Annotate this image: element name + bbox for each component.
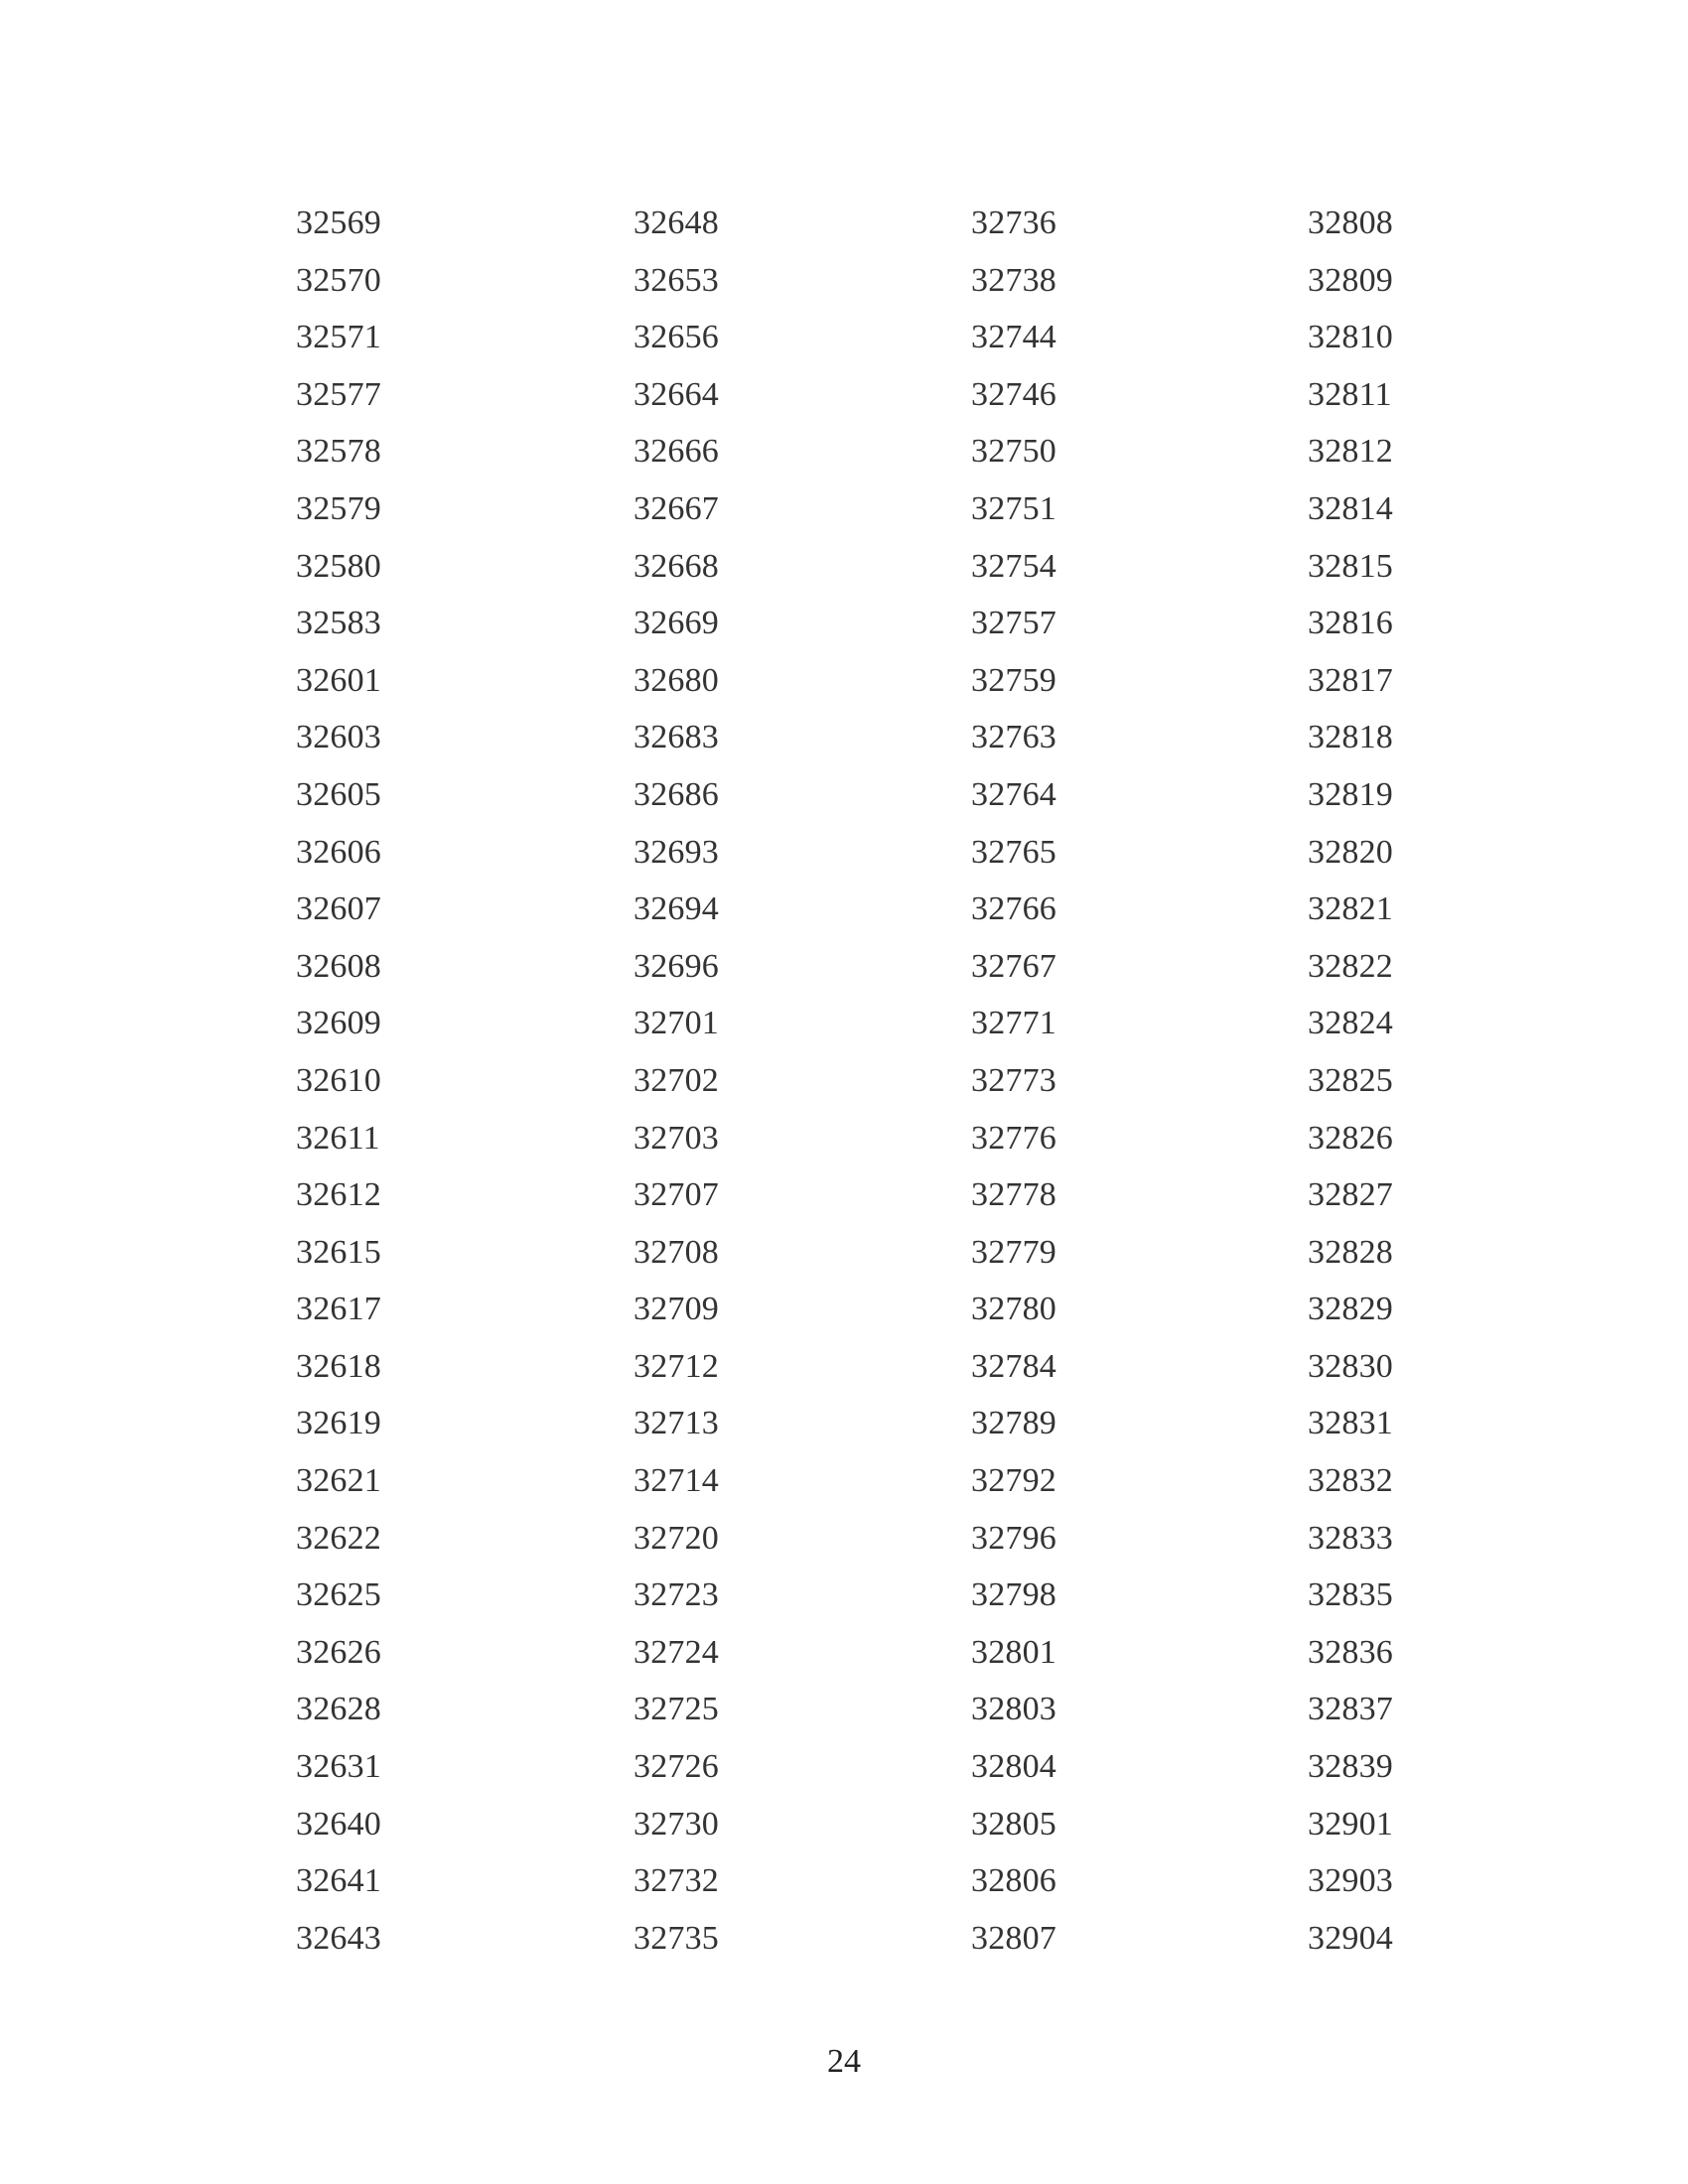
list-item: 32571 [296,319,381,356]
list-item: 32798 [971,1576,1056,1614]
list-item: 32811 [1308,375,1392,413]
list-item: 32725 [633,1691,719,1728]
list-item: 32779 [971,1233,1056,1271]
zip-code-column-4 [1308,195,1506,1967]
list-item: 32832 [1308,1462,1393,1500]
list-item: 32607 [296,890,381,928]
list-item: 32601 [296,661,381,699]
list-item: 32901 [1308,1805,1393,1843]
list-item: 32569 [296,205,381,241]
list-item: 32839 [1308,1748,1393,1786]
list-item: 32812 [1308,433,1393,471]
list-item: 32831 [1308,1405,1393,1442]
list-item: 32819 [1308,775,1393,813]
list-item: 32648 [633,205,719,241]
list-item: 32903 [1308,1862,1393,1900]
list-item: 32773 [971,1061,1056,1099]
list-item: 32653 [633,261,719,299]
list-item: 32570 [296,261,381,299]
list-item: 32751 [971,489,1056,527]
list-item: 32784 [971,1347,1056,1385]
list-item: 32666 [633,433,719,471]
list-item: 32833 [1308,1519,1393,1557]
list-item: 32805 [971,1805,1056,1843]
list-item: 32712 [633,1347,719,1385]
list-item: 32701 [633,1005,719,1042]
list-item: 32606 [296,833,381,871]
list-item: 32669 [633,605,719,642]
list-item: 32615 [296,1233,381,1271]
list-item: 32667 [633,489,719,527]
list-item: 32735 [633,1919,719,1957]
list-item: 32702 [633,1061,719,1099]
list-item: 32814 [1308,489,1393,527]
list-item: 32817 [1308,661,1393,699]
list-item: 32746 [971,375,1056,413]
list-item: 32806 [971,1862,1056,1900]
page-number: 24 [827,2043,861,2080]
list-item: 32744 [971,319,1056,356]
list-item: 32656 [633,319,719,356]
list-item: 32643 [296,1919,381,1957]
list-item: 32815 [1308,547,1393,585]
list-item: 32618 [296,1347,381,1385]
list-item: 32577 [296,375,381,413]
list-item: 32780 [971,1291,1056,1328]
list-item: 32696 [633,947,719,985]
list-item: 32822 [1308,947,1393,985]
list-item: 32683 [633,719,719,756]
list-item: 32757 [971,605,1056,642]
list-item: 32824 [1308,1005,1393,1042]
list-item: 32617 [296,1291,381,1328]
list-item: 32640 [296,1805,381,1843]
list-item: 32628 [296,1691,381,1728]
list-item: 32807 [971,1919,1056,1957]
list-item: 32703 [633,1119,719,1157]
list-item: 32750 [971,433,1056,471]
list-item: 32626 [296,1633,381,1671]
list-item: 32816 [1308,605,1393,642]
list-item: 32732 [633,1862,719,1900]
list-item: 32579 [296,489,381,527]
list-item: 32759 [971,661,1056,699]
list-item: 32720 [633,1519,719,1557]
list-item: 32625 [296,1576,381,1614]
list-item: 32808 [1308,205,1393,241]
list-item: 32580 [296,547,381,585]
list-item: 32837 [1308,1691,1393,1728]
list-item: 32904 [1308,1919,1393,1957]
list-item: 32825 [1308,1061,1393,1099]
list-item: 32796 [971,1519,1056,1557]
zip-code-column-2 [633,195,832,1967]
list-item: 32801 [971,1633,1056,1671]
list-item: 32641 [296,1862,381,1900]
list-item: 32631 [296,1748,381,1786]
list-item: 32707 [633,1176,719,1214]
list-item: 32765 [971,833,1056,871]
list-item: 32836 [1308,1633,1393,1671]
list-item: 32778 [971,1176,1056,1214]
list-item: 32810 [1308,319,1393,356]
list-item: 32619 [296,1405,381,1442]
list-item: 32766 [971,890,1056,928]
list-item: 32803 [971,1691,1056,1728]
list-item: 32610 [296,1061,381,1099]
list-item: 32763 [971,719,1056,756]
list-item: 32609 [296,1005,381,1042]
list-item: 32736 [971,205,1056,241]
list-item: 32714 [633,1462,719,1500]
list-item: 32694 [633,890,719,928]
list-item: 32754 [971,547,1056,585]
list-item: 32608 [296,947,381,985]
zip-code-column-3 [971,195,1170,1967]
list-item: 32622 [296,1519,381,1557]
list-item: 32726 [633,1748,719,1786]
list-item: 32821 [1308,890,1393,928]
list-item: 32827 [1308,1176,1393,1214]
list-item: 32724 [633,1633,719,1671]
list-item: 32713 [633,1405,719,1442]
list-item: 32730 [633,1805,719,1843]
list-item: 32686 [633,775,719,813]
list-item: 32830 [1308,1347,1393,1385]
list-item: 32767 [971,947,1056,985]
zip-code-column-1 [296,195,494,1967]
list-item: 32829 [1308,1291,1393,1328]
list-item: 32605 [296,775,381,813]
list-item: 32820 [1308,833,1393,871]
list-item: 32603 [296,719,381,756]
list-item: 32708 [633,1233,719,1271]
list-item: 32835 [1308,1576,1393,1614]
list-item: 32804 [971,1748,1056,1786]
list-item: 32668 [633,547,719,585]
list-item: 32709 [633,1291,719,1328]
list-item: 32611 [296,1119,380,1157]
list-item: 32789 [971,1405,1056,1442]
list-item: 32583 [296,605,381,642]
list-item: 32792 [971,1462,1056,1500]
list-item: 32664 [633,375,719,413]
list-item: 32771 [971,1005,1056,1042]
list-item: 32776 [971,1119,1056,1157]
list-item: 32621 [296,1462,381,1500]
list-item: 32612 [296,1176,381,1214]
list-item: 32738 [971,261,1056,299]
list-item: 32764 [971,775,1056,813]
list-item: 32693 [633,833,719,871]
list-item: 32680 [633,661,719,699]
list-item: 32828 [1308,1233,1393,1271]
list-item: 32578 [296,433,381,471]
list-item: 32826 [1308,1119,1393,1157]
list-item: 32818 [1308,719,1393,756]
list-item: 32723 [633,1576,719,1614]
list-item: 32809 [1308,261,1393,299]
